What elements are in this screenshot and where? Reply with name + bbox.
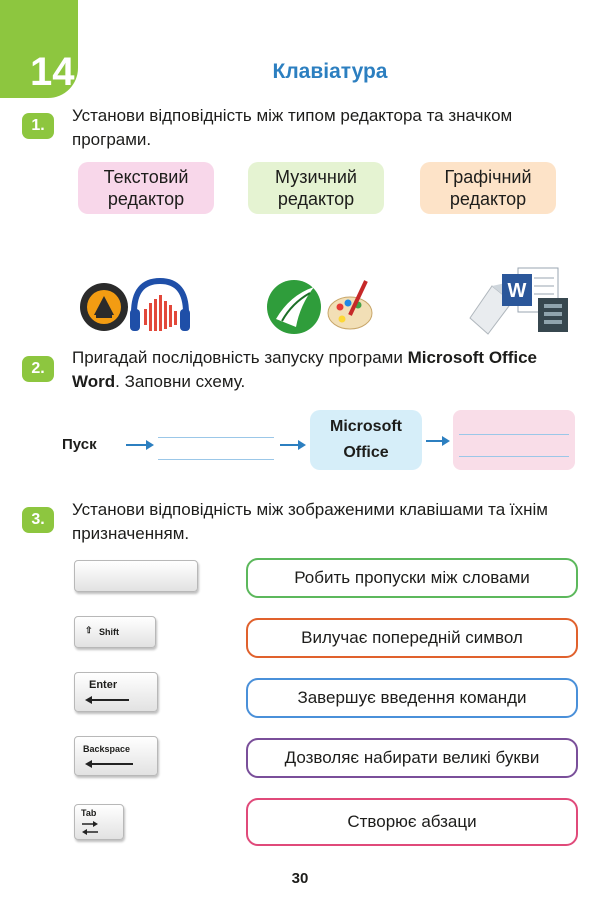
icon-group-2[interactable]: [266, 275, 378, 335]
spacebar-key[interactable]: [74, 560, 198, 592]
blank-line-3[interactable]: [459, 434, 569, 435]
music-editor-line2: редактор: [277, 189, 355, 209]
arrow-icon: [426, 440, 448, 442]
task-2-text-end: . Заповни схему.: [115, 372, 246, 391]
music-editor-line1: Музичний: [275, 167, 357, 187]
task-1-text: Установи відповідність між типом редактора та значком програми.: [72, 106, 513, 149]
enter-key[interactable]: [74, 672, 158, 712]
task-3-text: Установи відповідність між зображеними клавішами та їхнім призначенням.: [72, 500, 548, 543]
enter-arrow-icon: [85, 695, 131, 705]
backspace-arrow-icon: [85, 759, 135, 769]
shift-key[interactable]: [74, 616, 156, 648]
task-2-badge: 2.: [22, 356, 54, 382]
tab-arrows-icon: [81, 821, 99, 835]
shift-key-label: Shift: [99, 627, 119, 637]
ms-box-line1: Microsoft: [330, 418, 402, 435]
task-2-text-plain: Пригадай послідовність запуску програми: [72, 348, 408, 367]
graphic-editor-line2: редактор: [449, 189, 527, 209]
lesson-number: 14: [30, 50, 75, 94]
tab-key-label: Tab: [81, 808, 97, 818]
ms-box-line2: Office: [343, 444, 389, 461]
answer-spaces[interactable]: Робить пропуски між словами: [246, 558, 578, 598]
blank-line-2[interactable]: [158, 459, 274, 460]
arrow-icon: [280, 444, 304, 446]
blank-line-4[interactable]: [459, 456, 569, 457]
music-editor-card[interactable]: [248, 162, 384, 214]
graphic-editor-card[interactable]: [420, 162, 556, 214]
task-1-badge: 1.: [22, 113, 54, 139]
arrow-icon: [126, 444, 152, 446]
task-2-text-bold: Microsoft Office Word: [72, 348, 537, 391]
aimp-player-icon: [80, 283, 128, 331]
coreldraw-icon: [267, 280, 321, 334]
icon-group-1[interactable]: [78, 275, 190, 335]
backspace-key-label: Backspace: [83, 744, 131, 754]
answer-box-pink[interactable]: [453, 410, 575, 470]
task-3-badge: 3.: [22, 507, 54, 533]
page-number: 30: [291, 870, 309, 887]
answer-capital-letters[interactable]: Дозволяє набирати великі букви: [246, 738, 578, 778]
enter-key-label: Enter: [89, 679, 118, 691]
shift-arrow-icon: ⇧: [85, 625, 93, 635]
backspace-key[interactable]: [74, 736, 158, 776]
tab-key[interactable]: [74, 804, 124, 840]
answer-paragraphs[interactable]: Створює абзаци: [246, 798, 578, 846]
graphic-editor-line1: Графічний: [444, 167, 532, 187]
paint-palette-icon: [328, 281, 372, 329]
icon-group-3[interactable]: [462, 262, 580, 336]
text-editor-line2: редактор: [107, 189, 185, 209]
answer-delete-previous[interactable]: Вилучає попередній символ: [246, 618, 578, 658]
microsoft-office-box: [310, 410, 422, 470]
blank-line-1[interactable]: [158, 437, 274, 438]
start-label: Пуск: [62, 436, 97, 453]
audacity-headphones-icon: [130, 281, 190, 331]
text-editor-line1: Текстовий: [103, 167, 189, 187]
microsoft-word-icon: [502, 268, 568, 332]
task-2-text: [72, 346, 580, 394]
answer-finish-command[interactable]: Завершує введення команди: [246, 678, 578, 718]
text-editor-card[interactable]: [78, 162, 214, 214]
page-title: Клавіатура: [272, 60, 388, 83]
svg-text:W: W: [507, 280, 527, 302]
